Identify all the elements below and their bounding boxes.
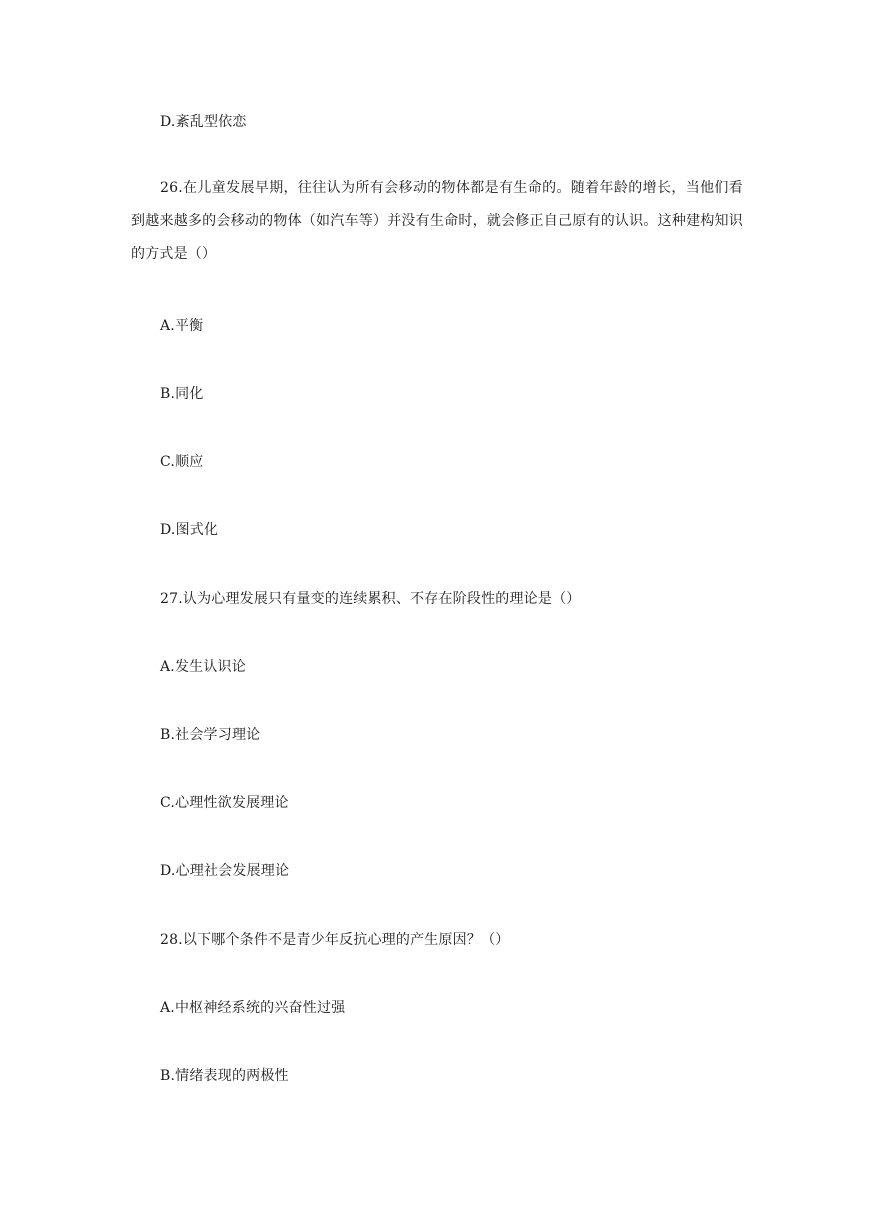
q26-option-c: C.顺应 (160, 454, 204, 470)
q28-question: 28.以下哪个条件不是青少年反抗心理的产生原因？（） (160, 932, 510, 948)
q26-option-a: A.平衡 (160, 318, 204, 334)
q27-question: 27.认为心理发展只有量变的连续累积、不存在阶段性的理论是（） (160, 591, 581, 607)
q27-option-a: A.发生认识论 (160, 659, 246, 675)
q25-option-d: D.紊乱型依恋 (160, 114, 247, 130)
q27-option-b: B.社会学习理论 (160, 727, 261, 743)
q28-option-a: A.中枢神经系统的兴奋性过强 (160, 1000, 346, 1016)
q27-option-c: C.心理性欲发展理论 (160, 795, 289, 811)
q26-option-d: D.图式化 (160, 522, 219, 538)
q27-option-d: D.心理社会发展理论 (160, 863, 290, 879)
q28-option-b: B.情绪表现的两极性 (160, 1068, 289, 1084)
q26-option-b: B.同化 (160, 386, 204, 402)
q26-question: 26.在儿童发展早期，往往认为所有会移动的物体都是有生命的。随着年龄的增长，当他们看到越来越多的会移动的物体（如汽车等）并没有生命时，就会修正自己原有的认识。这种建构知识的方式是（） (131, 180, 743, 262)
